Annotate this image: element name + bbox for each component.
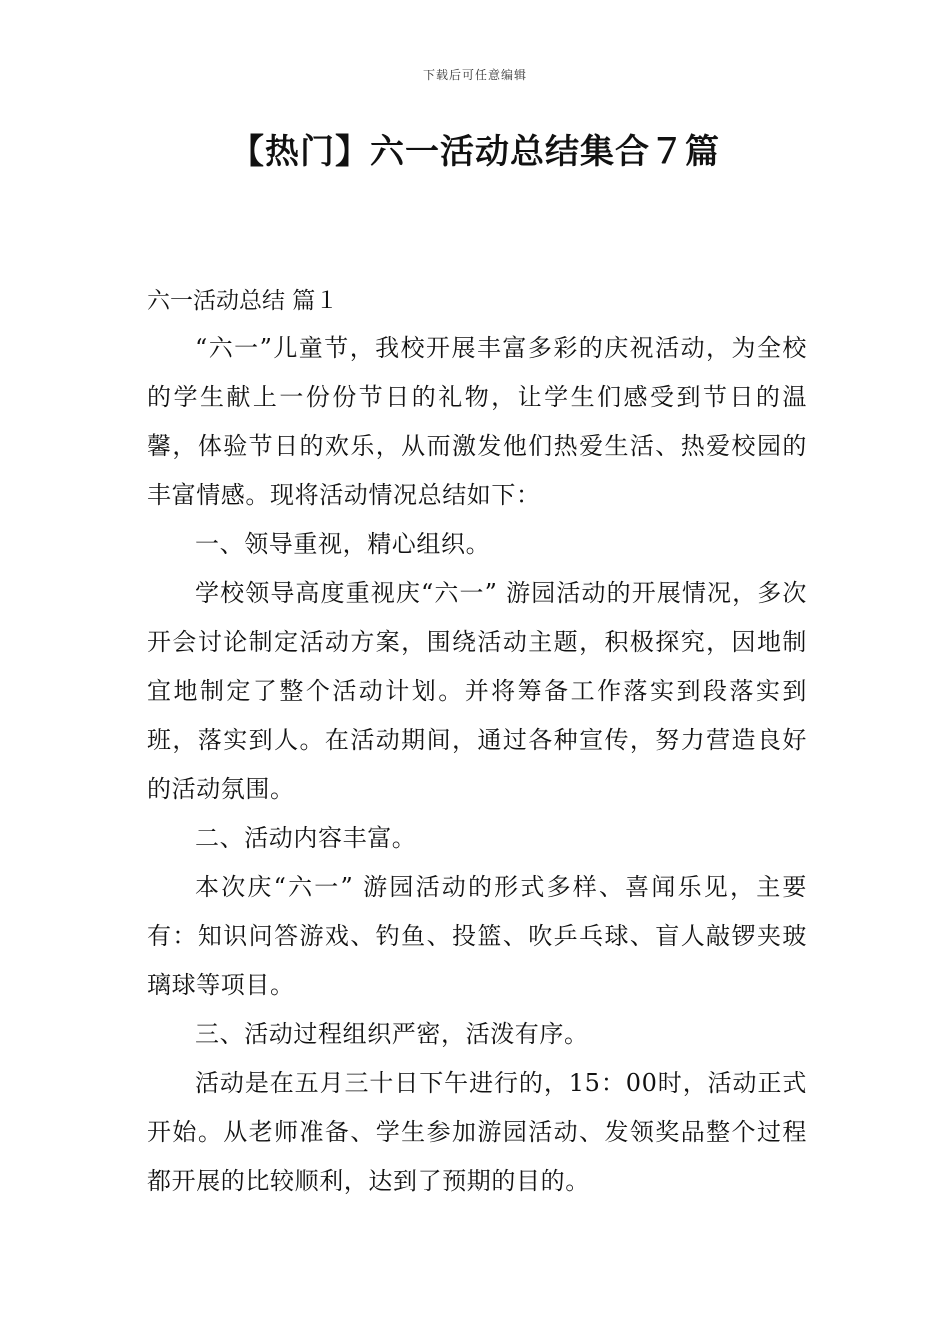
document-body: [147, 278, 807, 1206]
paragraph-point-3-body: 活动是在五月三十日下午进行的，15：00时，活动正式开始。从老师准备、学生参加游园活动、发领奖品整个过程都开展的比较顺利，达到了预期的目的。: [147, 1069, 807, 1195]
paragraph-point-1-body: 学校领导高度重视庆“六一” 游园活动的开展情况，多次开会讨论制定活动方案，围绕活动主题，积极探究，因地制宜地制定了整个活动计划。并将筹备工作落实到段落实到班，落实到人。在活动期间，通过各种宣传，努力营造良好的活动氛围。: [147, 579, 807, 803]
document-title: 【热门】六一活动总结集合７篇: [230, 132, 720, 172]
paragraph-point-2-body: 本次庆“六一” 游园活动的形式多样、喜闻乐见，主要有：知识问答游戏、钓鱼、投篮、吹乒乓球、盲人敲锣夹玻璃球等项目。: [147, 873, 807, 999]
paragraph-point-2-heading: 二、活动内容丰富。: [195, 824, 417, 852]
paragraph-intro: “六一”儿童节，我校开展丰富多彩的庆祝活动，为全校的学生献上一份份节日的礼物，让学生们感受到节日的温馨，体验节日的欢乐，从而激发他们热爱生活、热爱校园的丰富情感。现将活动情况总结如下：: [147, 334, 807, 509]
paragraph-point-1-heading: 一、领导重视，精心组织。: [195, 530, 491, 558]
header-note: 下载后可任意编辑: [422, 68, 527, 82]
paragraph-point-3-heading: 三、活动过程组织严密，活泼有序。: [195, 1020, 589, 1048]
section-heading: 六一活动总结 篇１: [147, 288, 339, 314]
